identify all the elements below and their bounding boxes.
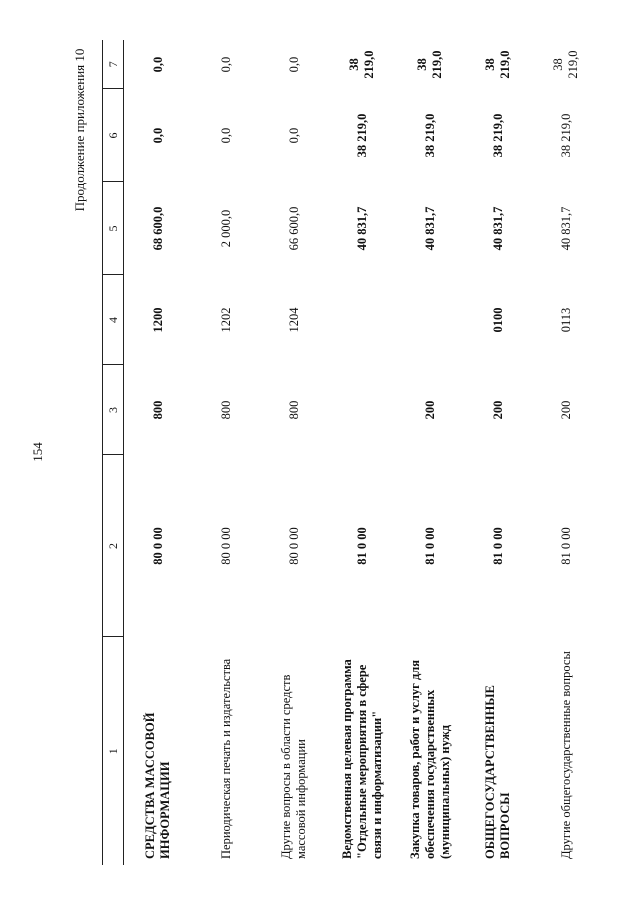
column-header: 3 [103,365,124,455]
target-article-cell: 81 0 00 [558,527,573,565]
amount-cell: 38 219,0 [490,113,505,158]
rotated-table-container [102,40,580,865]
amount-cell: 38 219,0 [483,50,512,79]
column-header: 6 [103,89,124,182]
table-row [192,40,260,865]
expense-type-cell: 800 [286,400,301,420]
section-cell: 1202 [218,307,233,333]
section-cell [328,275,396,365]
section-cell: 1204 [286,307,301,333]
amount-cell: 38 219,0 [551,50,580,79]
amount-cell: 68 600,0 [150,206,165,251]
row-name-cell: ОБЩЕГОСУДАРСТВЕННЫЕ ВОПРОСЫ [483,685,512,859]
expense-type-cell: 200 [490,400,505,420]
row-name-cell: Закупка товаров, работ и услуг для обеспечения государственных (муниципальных) нужд [407,659,452,859]
table-row [396,40,464,865]
target-article-cell: 80 0 00 [286,527,301,565]
expense-type-cell: 200 [558,400,573,420]
continuation-note: Продолжение приложения 10 [72,48,87,212]
target-article-cell: 80 0 00 [218,527,233,565]
amount-cell: 0,0 [286,127,301,144]
table-row [124,40,193,865]
amount-cell: 38 219,0 [422,113,437,158]
table-row [260,40,328,865]
amount-cell: 40 831,7 [354,206,369,251]
amount-cell: 38 219,0 [354,113,369,158]
amount-cell: 40 831,7 [490,206,505,251]
target-article-cell: 81 0 00 [354,527,369,565]
amount-cell: 0,0 [150,127,165,144]
expense-type-cell: 200 [422,400,437,420]
table-row [328,40,396,865]
target-article-cell: 80 0 00 [150,527,165,565]
row-name-cell: Другие вопросы в области средств массовой информации [279,674,308,859]
expense-type-cell [328,365,396,455]
column-header: 7 [103,40,124,89]
section-cell: 0113 [558,307,573,333]
section-cell: 1200 [150,307,165,333]
amount-cell: 0,0 [286,56,301,73]
amount-cell: 40 831,7 [422,206,437,251]
row-name-cell: СРЕДСТВА МАССОВОЙ ИНФОРМАЦИИ [143,712,172,859]
target-article-cell: 81 0 00 [422,527,437,565]
amount-cell: 40 831,7 [558,206,573,251]
column-header: 5 [103,182,124,275]
amount-cell: 0,0 [150,56,165,73]
table-row [464,40,532,865]
column-header: 2 [103,455,124,637]
row-name-cell: Периодическая печать и издательства [218,658,233,859]
amount-cell: 0,0 [218,127,233,144]
target-article-cell: 81 0 00 [490,527,505,565]
table-row [532,40,600,865]
budget-table [102,40,600,865]
amount-cell: 38 219,0 [558,113,573,158]
amount-cell: 0,0 [218,56,233,73]
column-header: 1 [103,637,124,865]
amount-cell: 2 000,0 [218,209,233,248]
page-number: 154 [30,442,45,462]
expense-type-cell: 800 [150,400,165,420]
amount-cell: 38 219,0 [415,50,444,79]
expense-type-cell: 800 [218,400,233,420]
section-cell [396,275,464,365]
amount-cell: 38 219,0 [347,50,376,79]
column-header: 4 [103,275,124,365]
section-cell: 0100 [490,307,505,333]
table-header-row [103,40,124,865]
row-name-cell: Ведомственная целевая программа "Отдельные мероприятия в сфере связи и информатизации" [339,659,384,859]
amount-cell: 66 600,0 [286,206,301,251]
row-name-cell: Другие общегосударственные вопросы [558,651,573,859]
